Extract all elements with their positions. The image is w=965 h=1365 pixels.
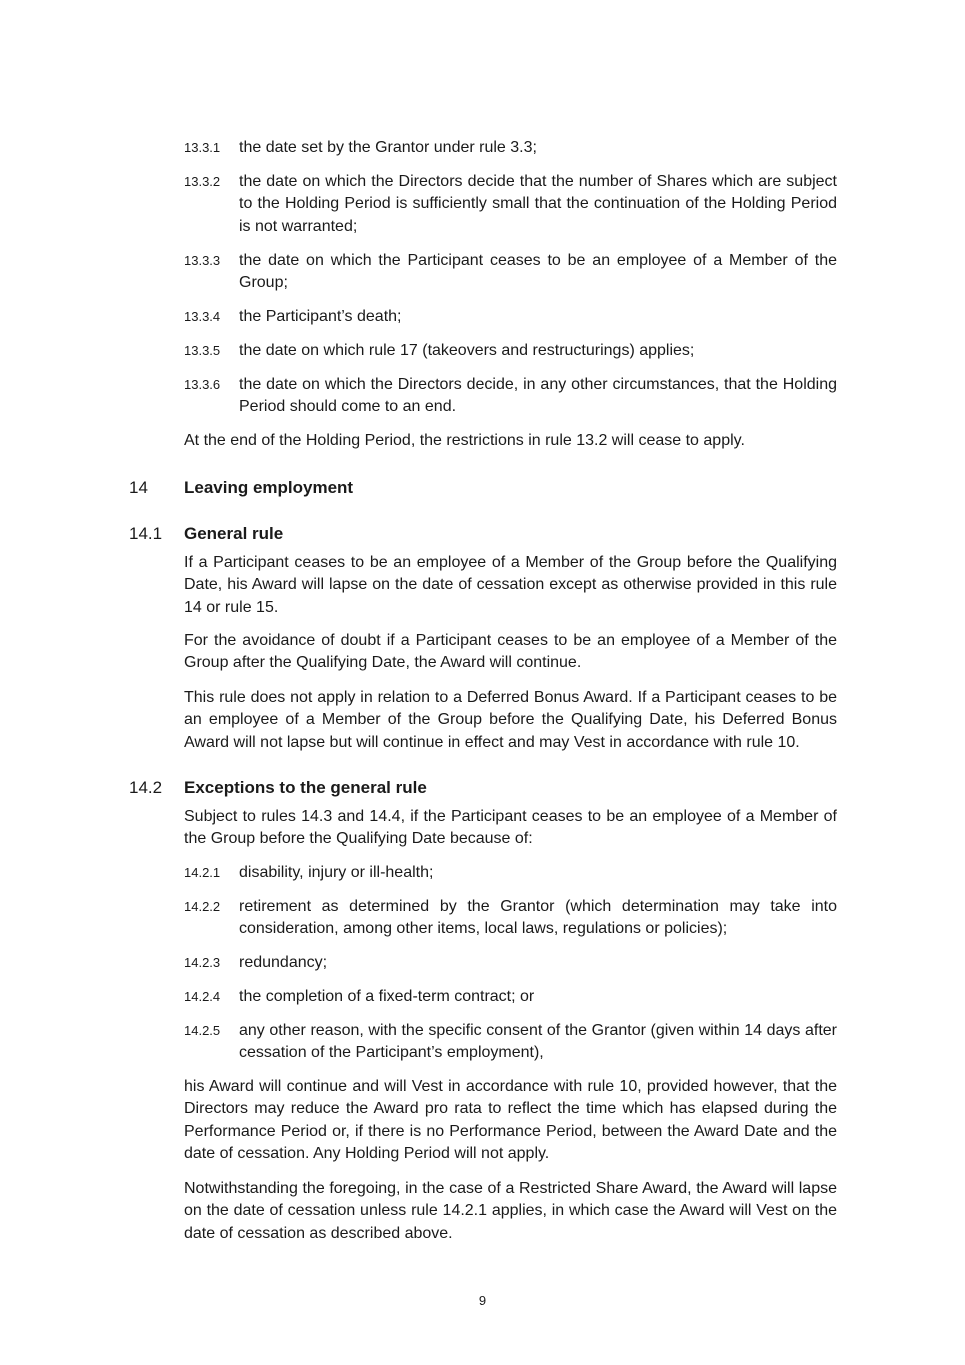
clause-text: the Participant’s death; — [239, 308, 402, 325]
clause-13-3-5 — [184, 340, 837, 362]
clause-14-2-3 — [184, 952, 837, 974]
subsection-number: 14.1 — [129, 524, 163, 543]
clause-text: redundancy; — [239, 954, 328, 971]
clause-13-3-2 — [184, 171, 837, 238]
paragraph: For the avoidance of doubt if a Participant ceases to be an employee of a Member of the Group after the Qualifying Date, the Award will continue. — [184, 632, 837, 672]
clause-number: 14.2.3 — [184, 955, 221, 970]
clause-number: 13.3.6 — [184, 377, 221, 392]
clause-text: the completion of a fixed-term contract; or — [239, 988, 535, 1005]
clause-text: retirement as determined by the Grantor (which determination may take into consideration, among other items, local laws, regulations or policies); — [239, 898, 837, 938]
page-number: 9 — [478, 1293, 487, 1308]
subsection-number: 14.2 — [129, 778, 163, 797]
clause-text: the date on which the Participant ceases to be an employee of a Member of the Group; — [239, 252, 837, 292]
clause-13-3-4 — [184, 306, 837, 328]
clause-number: 13.3.2 — [184, 174, 221, 189]
paragraph: If a Participant ceases to be an employee of a Member of the Group before the Qualifying Date, his Award will lapse on the date of cessation except as otherwise provided in this rule 14 or rule 15. — [184, 554, 837, 616]
clause-text: the date set by the Grantor under rule 3.3; — [239, 139, 537, 156]
subsection-title: Exceptions to the general rule — [184, 778, 427, 797]
clause-text: the date on which rule 17 (takeovers and restructurings) applies; — [239, 342, 695, 359]
clause-number: 14.2.5 — [184, 1023, 221, 1038]
paragraph: his Award will continue and will Vest in accordance with rule 10, provided however, that the Directors may reduce the Award pro rata to reflect the time which has elapsed during the Performance Period or, if there is no Performance Period, between the Award Date and the date of cessation. Any Holding Period will not apply. — [184, 1078, 837, 1163]
clause-number: 13.3.1 — [184, 140, 221, 155]
clause-14-2-2 — [184, 896, 837, 941]
clause-number: 14.2.4 — [184, 989, 221, 1004]
clause-number: 13.3.3 — [184, 253, 221, 268]
section-title: Leaving employment — [184, 478, 354, 497]
clause-text: disability, injury or ill-health; — [239, 864, 434, 881]
clause-14-2-4 — [184, 986, 837, 1008]
clause-13-3-1 — [184, 137, 837, 159]
paragraph: Notwithstanding the foregoing, in the case of a Restricted Share Award, the Award will lapse on the date of cessation unless rule 14.2.1 applies, in which case the Award will Vest on the date of cessation as described above. — [184, 1180, 837, 1242]
clause-number: 13.3.4 — [184, 309, 221, 324]
clause-number: 13.3.5 — [184, 343, 221, 358]
paragraph: Subject to rules 14.3 and 14.4, if the Participant ceases to be an employee of a Member of the Group before the Qualifying Date because of: — [184, 808, 837, 848]
holding-period-end-paragraph: At the end of the Holding Period, the restrictions in rule 13.2 will cease to apply. — [184, 432, 745, 449]
clause-text: the date on which the Directors decide that the number of Shares which are subject to the Holding Period is sufficiently small that the continuation of the Holding Period is not warranted; — [239, 173, 837, 235]
clause-text: any other reason, with the specific consent of the Grantor (given within 14 days after cessation of the Participant’s employment), — [239, 1022, 837, 1062]
section-number: 14 — [129, 478, 148, 497]
clause-13-3-3 — [184, 250, 837, 295]
subsection-title: General rule — [184, 524, 284, 543]
clause-13-3-6 — [184, 374, 837, 419]
clause-number: 14.2.1 — [184, 865, 221, 880]
paragraph: This rule does not apply in relation to a Deferred Bonus Award. If a Participant ceases to be an employee of a Member of the Group before the Qualifying Date, his Deferred Bonus Award will not lapse but will continue in effect and may Vest in accordance with rule 10. — [184, 689, 837, 751]
clause-14-2-5 — [184, 1020, 837, 1065]
clause-14-2-1 — [184, 862, 837, 884]
clause-text: the date on which the Directors decide, in any other circumstances, that the Holding Period should come to an end. — [239, 376, 837, 416]
clause-number: 14.2.2 — [184, 899, 221, 914]
